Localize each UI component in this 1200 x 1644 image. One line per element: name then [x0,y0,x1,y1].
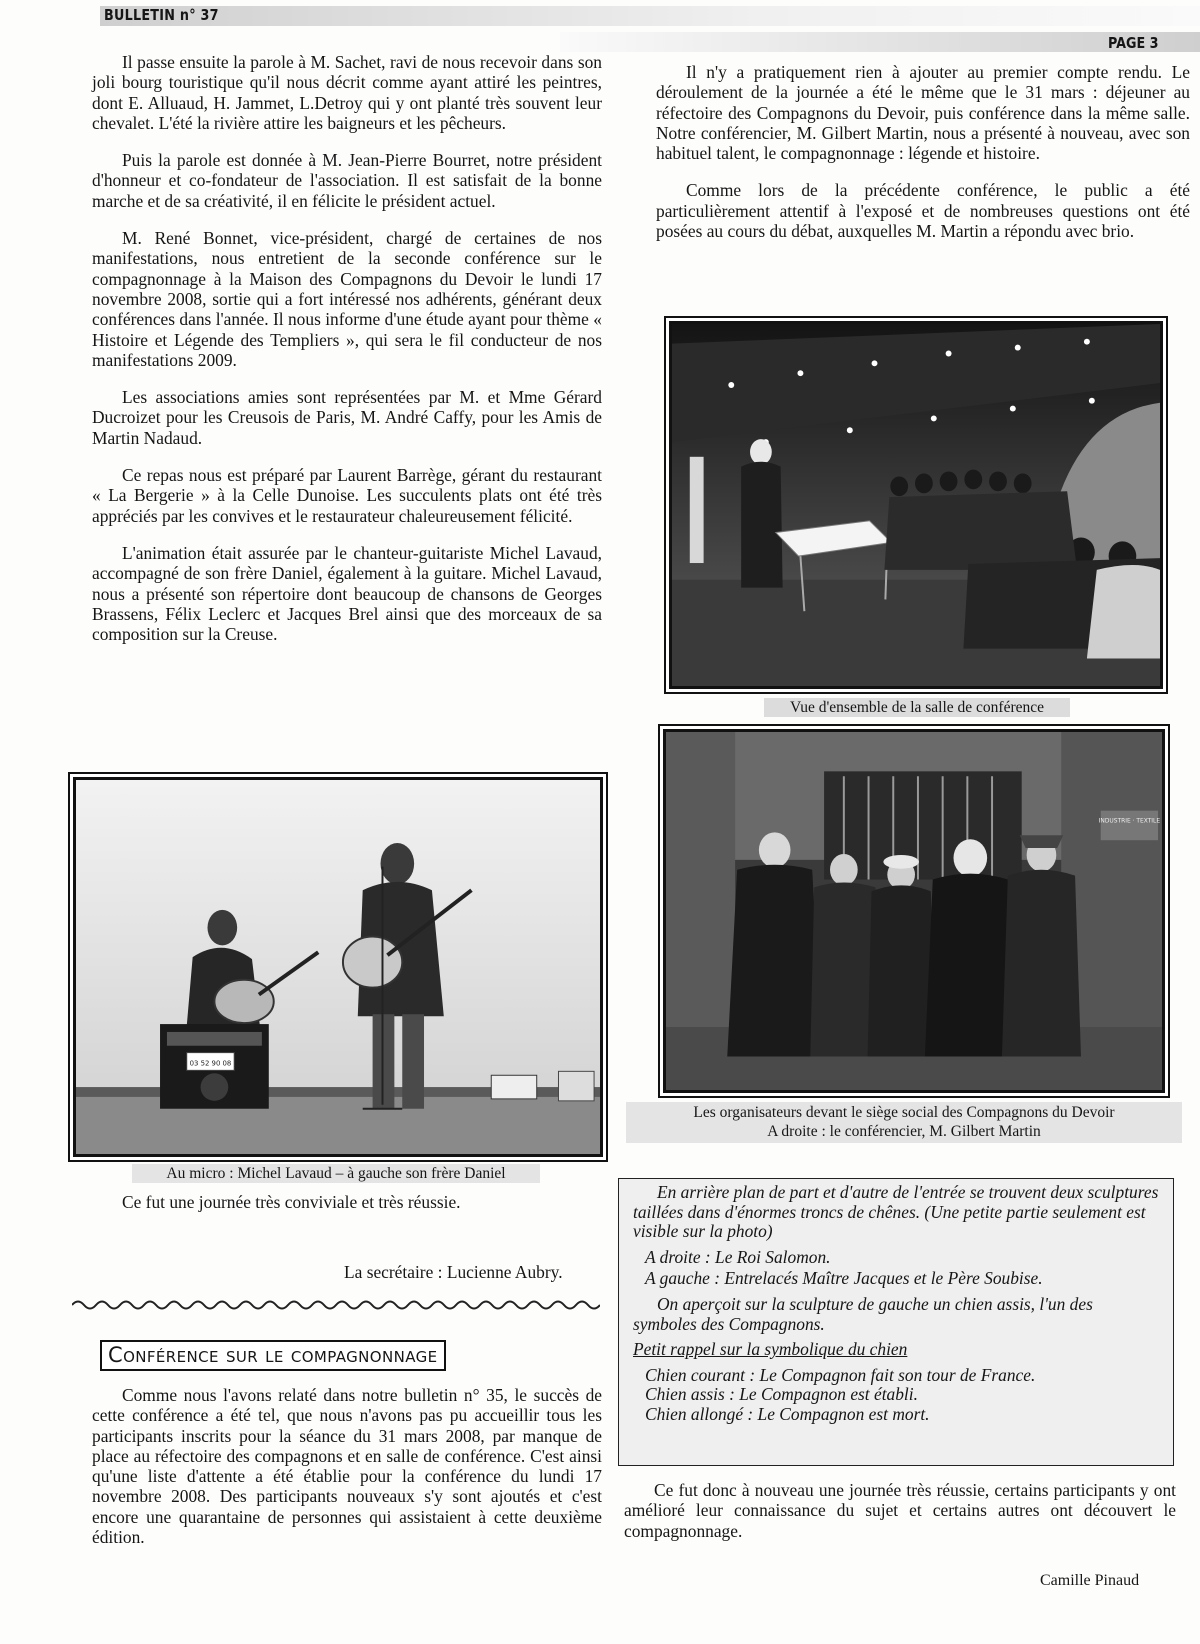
left-column-text [92,52,602,644]
section-text [92,1385,602,1547]
sculpture-note-box [618,1178,1174,1466]
paragraph: Comme lors de la précédente conférence, le public a été particulièrement attentif à l'exposé et de nombreuses questions ont été posées au cours du débat, auxquelles M. Martin a répondu avec brio. [656,180,1190,242]
paragraph: Il n'y a pratiquement rien à ajouter au premier compte rendu. Le déroulement de la journée a été le même que le 31 mars : déjeuner au réfectoire des Compagnons du Devoir, puis conférence dans la même salle. Notre conférencier, M. Gilbert Martin, nous a présenté à nouveau, avec son habituel talent, le compagnonnage : légende et histoire. [656,62,1190,164]
section-title: Conférence sur le compagnonnage [100,1340,446,1371]
bulletin-number: BULLETIN n° 37 [104,6,219,24]
paragraph: Comme nous l'avons relaté dans notre bulletin n° 35, le succès de cette conférence a été tel, que nous n'avons pas pu accueillir tous les participants inscrits pour la séance du 31 mars 2008, par manque de place au réfectoire des compagnons et en salle de conférence. C'est ainsi qu'une liste d'attente a été établie pour la conférence du lundi 17 novembre 2008. Des participants nouveaux s'y sont ajoutés et c'est encore une quarantaine de personnes qui assistaient à cette deuxième édition. [92,1385,602,1548]
right-column-text [656,62,1190,241]
dog-symbol-item: Chien assis : Le Compagnon est établi. [645,1384,918,1405]
musicians-image [76,780,600,1154]
ornament-divider [72,1298,600,1312]
photo-conference-room [664,316,1168,694]
paragraph: Puis la parole est donnée à M. Jean-Pierre Bourret, notre président d'honneur et co-fondateur de l'association. Il est satisfait de la bonne marche et de sa créativité, il en félicite le président actuel. [92,150,602,211]
photo-organisers [658,724,1170,1098]
header-band [100,6,1200,26]
note-dog: On aperçoit sur la sculpture de gauche un chien assis, l'un des symboles des Compagnons. [633,1293,1093,1334]
caption-musicians: Au micro : Michel Lavaud – à gauche son frère Daniel [132,1164,540,1183]
final-paragraph [624,1480,1176,1541]
paragraph: Ce repas nous est préparé par Laurent Barrège, gérant du restaurant « La Bergerie » à la Celle Dunoise. Les succulents plats ont été très appréciés par les convives et le restaurateur chaleureusement félicité. [92,465,602,526]
paragraph: L'animation était assurée par le chanteur-guitariste Michel Lavaud, accompagné de son frère Daniel, également à la guitare. Michel Lavaud, nous a présenté son répertoire dont beaucoup de chansons de Georges Brassens, Félix Leclerc et Jacques Brel ainsi que des morceaux de sa composition sur la Creuse. [92,542,602,645]
paragraph: M. René Bonnet, vice-président, chargé de certaines de nos manifestations, nous entretient de la seconde conférence sur le compagnonnage à la Maison des Compagnons du Devoir le lundi 17 novembre 2008, sortie qui a fort intéressé nos adhérents, générant deux conférences dans l'année. Il nous informe d'une étude ayant pour thème « Histoire et Légende des Templiers », qui sera le fil conducteur de nos manifestations 2009. [92,228,602,370]
note-left: A gauche : Entrelacés Maître Jacques et le Père Soubise. [645,1268,1043,1289]
caption-organisers-line2: A droite : le conférencier, M. Gilbert Martin [767,1123,1041,1140]
amp-label: 03 52 90 08 [189,1059,232,1068]
paragraph: Ce fut donc à nouveau une journée très réussie, certains participants y ont amélioré leur connaissance du sujet et certains autres ont découvert le compagnonnage. [624,1480,1176,1541]
author-signature: Camille Pinaud [1040,1572,1140,1589]
caption-conference-room: Vue d'ensemble de la salle de conférence [764,698,1070,717]
paragraph: Les associations amies sont représentées par M. et Mme Gérard Ducroizet pour les Creusois de Paris, M. André Caffy, pour les Amis de Martin Nadaud. [92,387,602,448]
note-heading: Petit rappel sur la symbolique du chien [633,1339,908,1360]
dog-symbol-item: Chien courant : Le Compagnon fait son tour de France. [645,1364,1036,1385]
page-band [560,32,1200,52]
organisers-image [666,732,1162,1090]
secretary-signature: La secrétaire : Lucienne Aubry. [344,1262,563,1282]
note-right: A droite : Le Roi Salomon. [645,1246,831,1267]
closing-line: Ce fut une journée très conviviale et très réussie. [122,1192,461,1212]
conference-room-image [672,324,1160,686]
dog-symbol-item: Chien allongé : Le Compagnon est mort. [645,1403,930,1424]
note-intro: En arrière plan de part et d'autre de l'entrée se trouvent deux sculptures taillées dans d'énormes troncs de chênes. (Une petite partie seulement est visible sur la photo) [633,1182,1159,1242]
caption-organisers [626,1102,1182,1143]
caption-organisers-line1: Les organisateurs devant le siège social des Compagnons du Devoir [693,1104,1115,1121]
dog-symbol-list [633,1366,1159,1425]
photo-musicians [68,772,608,1162]
paragraph: Il passe ensuite la parole à M. Sachet, ravi de nous recevoir dans son joli bourg touristique qu'il nous décrit comme ayant attiré les peintres, dont E. Alluaud, H. Jammet, L.Detroy qui y ont planté très souvent leur chevalet. L'été la rivière attire les baigneurs et les pêcheurs. [92,52,602,133]
page-number: PAGE 3 [1108,34,1159,52]
sign-industrie: INDUSTRIE · TEXTILE [1098,818,1161,825]
